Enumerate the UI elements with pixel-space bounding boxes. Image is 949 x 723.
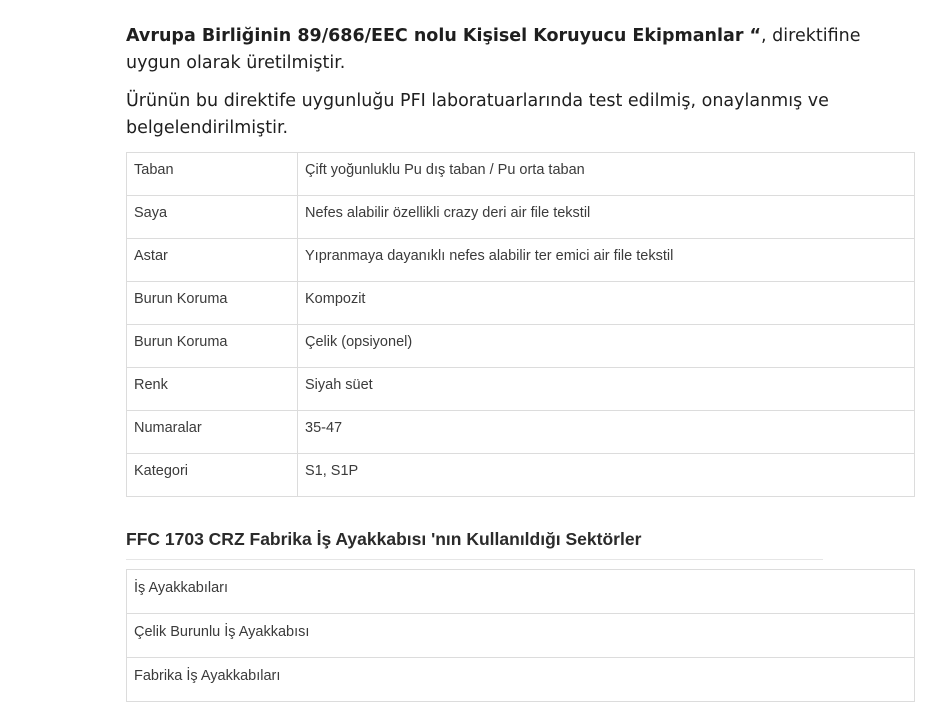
spec-label: Kategori [127,454,298,497]
sectors-title: FFC 1703 CRZ Fabrika İş Ayakkabısı 'nın Kullanıldığı Sektörler [126,529,642,549]
title-divider [126,559,823,560]
table-row [127,454,915,497]
spec-value: Nefes alabilir özellikli crazy deri air file tekstil [298,196,915,239]
spec-value: S1, S1P [298,454,915,497]
spec-label: Astar [127,239,298,282]
table-row [127,239,915,282]
spec-value: Yıpranmaya dayanıklı nefes alabilir ter emici air file tekstil [298,239,915,282]
sector-item: Çelik Burunlu İş Ayakkabısı [127,614,915,658]
table-row [127,282,915,325]
table-row [127,658,915,702]
table-row [127,196,915,239]
table-row [127,570,915,614]
sectors-table [126,569,915,702]
spec-label: Burun Koruma [127,282,298,325]
directive-rest-text: , direktifine uygun olarak üretilmiştir. [126,26,861,73]
product-description [126,20,916,702]
conformity-paragraph: Ürünün bu direktife uygunluğu PFI laboratuarlarında test edilmiş, onaylanmış ve belgelendirilmiştir. [126,91,829,138]
spec-label: Saya [127,196,298,239]
table-row [127,411,915,454]
spec-table [126,152,915,497]
spec-label: Renk [127,368,298,411]
directive-bold-text: Avrupa Birliğinin 89/686/EEC nolu Kişisel Koruyucu Ekipmanlar “ [126,26,762,46]
spec-value: Kompozit [298,282,915,325]
spec-value: Çelik (opsiyonel) [298,325,915,368]
table-row [127,614,915,658]
spec-value: 35-47 [298,411,915,454]
spec-label: Burun Koruma [127,325,298,368]
table-row [127,325,915,368]
sector-item: Fabrika İş Ayakkabıları [127,658,915,702]
spec-label: Taban [127,153,298,196]
sector-item: İş Ayakkabıları [127,570,915,614]
directive-paragraph [126,23,916,77]
table-row [127,153,915,196]
spec-value: Çift yoğunluklu Pu dış taban / Pu orta taban [298,153,915,196]
table-row [127,368,915,411]
spec-value: Siyah süet [298,368,915,411]
spec-label: Numaralar [127,411,298,454]
